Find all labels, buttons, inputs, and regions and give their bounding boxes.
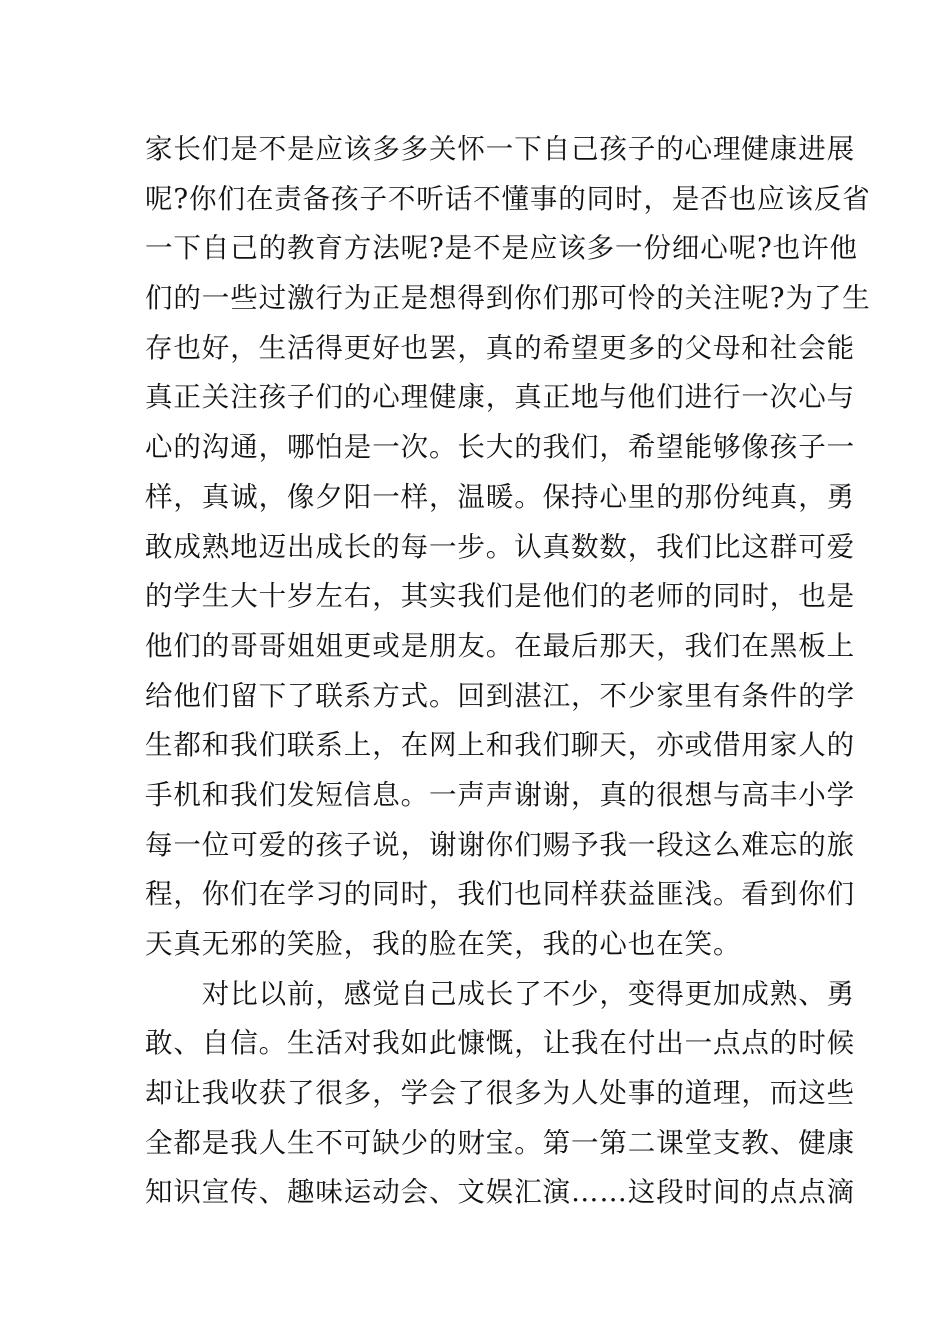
text-line: 却让我收获了很多，学会了很多为人处事的道理，而这些: [145, 1077, 855, 1110]
text-line: 每一位可爱的孩子说，谢谢你们赐予我一段这么难忘的旅: [145, 828, 855, 861]
text-line: 真正关注孩子们的心理健康，真正地与他们进行一次心与: [145, 381, 855, 414]
text-line: 存也好，生活得更好也罢，真的希望更多的父母和社会能: [145, 331, 855, 364]
text-line: 的学生大十岁左右，其实我们是他们的老师的同时，也是: [145, 580, 855, 613]
text-line: 敢成熟地迈出成长的每一步。认真数数，我们比这群可爱: [145, 530, 855, 563]
text-line: 全都是我人生不可缺少的财宝。第一第二课堂支教、健康: [145, 1126, 855, 1159]
text-line: 一下自己的教育方法呢?是不是应该多一份细心呢?也许他: [145, 232, 858, 265]
text-line: 们的一些过激行为正是想得到你们那可怜的关注呢?为了生: [145, 282, 871, 315]
text-line: 样，真诚，像夕阳一样，温暖。保持心里的那份纯真，勇: [145, 480, 855, 513]
text-line: 对比以前，感觉自己成长了不少，变得更加成熟、勇: [145, 977, 855, 1010]
text-line: 知识宣传、趣味运动会、文娱汇演……这段时间的点点滴: [145, 1176, 855, 1209]
text-line: 程，你们在学习的同时，我们也同样获益匪浅。看到你们: [145, 878, 855, 911]
text-line: 天真无邪的笑脸，我的脸在笑，我的心也在笑。: [145, 928, 742, 960]
text-line: 他们的哥哥姐姐更或是朋友。在最后那天，我们在黑板上: [145, 629, 855, 662]
document-body: [145, 125, 871, 1218]
text-line: 敢、自信。生活对我如此慷慨，让我在付出一点点的时候: [145, 1027, 855, 1060]
text-line: 家长们是不是应该多多关怀一下自己孩子的心理健康进展: [145, 133, 855, 165]
text-line: 呢?你们在责备孩子不听话不懂事的同时，是否也应该反省: [145, 182, 871, 215]
text-line: 生都和我们联系上，在网上和我们聊天，亦或借用家人的: [145, 729, 855, 762]
text-line: 心的沟通，哪怕是一次。长大的我们，希望能够像孩子一: [145, 431, 855, 464]
text-line: 手机和我们发短信息。一声声谢谢，真的很想与高丰小学: [145, 778, 855, 811]
text-line: 给他们留下了联系方式。回到湛江，不少家里有条件的学: [145, 679, 855, 712]
